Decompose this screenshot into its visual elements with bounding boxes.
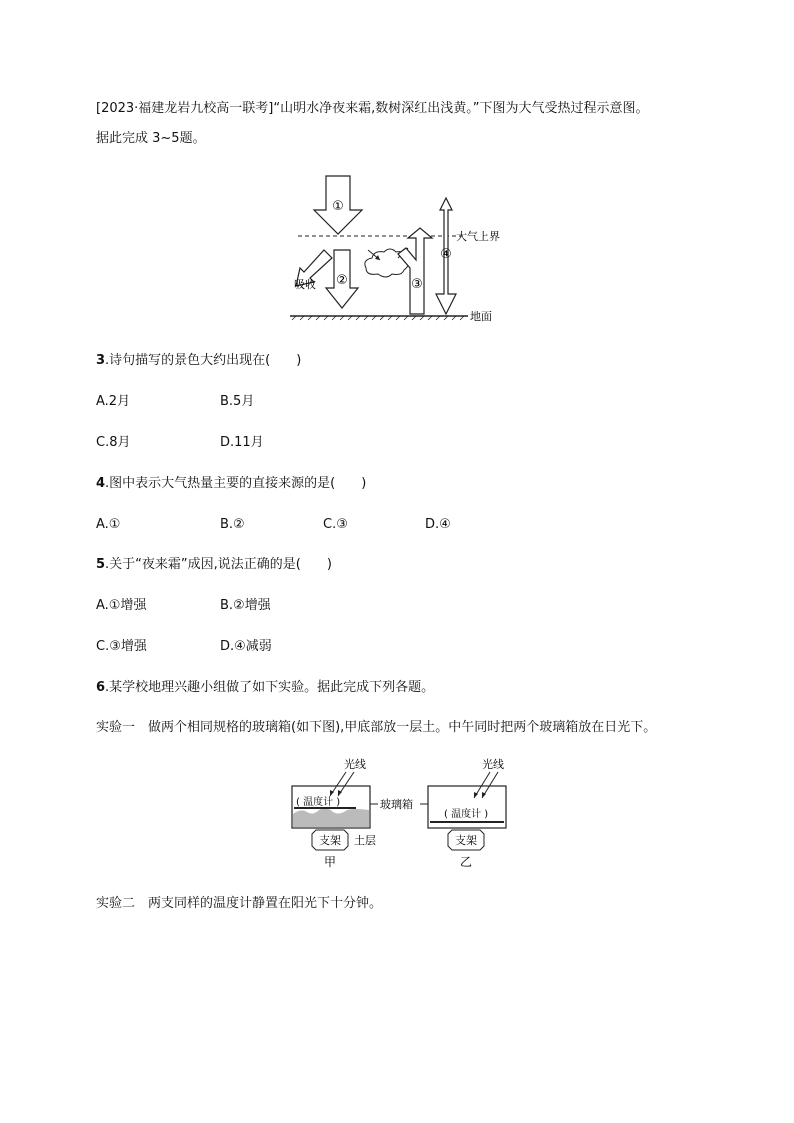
- stand-label-a: 支架: [319, 834, 341, 847]
- q5-option-d: D.④减弱: [220, 639, 272, 654]
- upper-atmosphere-label: 大气上界: [456, 230, 500, 243]
- stand-label-b: 支架: [455, 834, 477, 847]
- experiment-2-text: 实验二 两支同样的温度计静置在阳光下十分钟。: [96, 896, 383, 911]
- box-b-name: 乙: [459, 855, 473, 869]
- q4-option-d: D.④: [425, 517, 451, 532]
- atmosphere-heating-diagram: [280, 168, 520, 328]
- q5-option-b: B.②增强: [220, 598, 271, 613]
- arrow-4-label: ④: [440, 247, 452, 262]
- q4-option-c: C.③: [323, 517, 348, 532]
- question-4-number: 4: [96, 476, 106, 491]
- question-5: [96, 556, 332, 574]
- box-a-name: 甲: [323, 855, 337, 869]
- glass-box-diagram: [286, 754, 516, 874]
- q3-option-a: A.2月: [96, 394, 131, 409]
- question-6: [96, 679, 434, 697]
- soil-label: 土层: [354, 834, 376, 847]
- light-label-a: 光线: [344, 758, 366, 771]
- arrow-1-label: ①: [332, 199, 344, 214]
- soil-layer-a: [293, 808, 369, 827]
- question-6-stem: .某学校地理兴趣小组做了如下实验。据此完成下列各题。: [105, 680, 435, 695]
- experiment-1-text: 实验一 做两个相同规格的玻璃箱(如下图),甲底部放一层土。中午同时把两个玻璃箱放在日光下。: [96, 720, 657, 735]
- q4-option-a: A.①: [96, 517, 121, 532]
- q3-option-b: B.5月: [220, 394, 255, 409]
- q5-option-a: A.①增强: [96, 598, 147, 613]
- q5-option-c: C.③增强: [96, 639, 147, 654]
- thermometer-label-a: ( 温度计 ): [296, 797, 341, 808]
- question-6-number: 6: [96, 680, 106, 695]
- question-3: [96, 352, 301, 370]
- q4-option-b: B.②: [220, 517, 245, 532]
- question-5-stem: .关于“夜来霜”成因,说法正确的是( ): [105, 557, 332, 572]
- arrow-3-label: ③: [411, 277, 423, 292]
- question-3-stem: .诗句描写的景色大约出现在( ): [105, 353, 302, 368]
- arrow-2-label: ②: [336, 273, 348, 288]
- question-4: [96, 475, 366, 493]
- question-5-number: 5: [96, 557, 106, 572]
- absorb-label: 吸收: [294, 278, 316, 291]
- glass-box-label: 玻璃箱: [380, 798, 413, 811]
- intro-line-1: [2023·福建龙岩九校高一联考]“山明水净夜来霜,数树深红出浅黄。”下图为大气受热过程示意图。: [96, 101, 649, 116]
- q3-option-d: D.11月: [220, 435, 264, 450]
- q3-option-c: C.8月: [96, 435, 131, 450]
- question-4-stem: .图中表示大气热量主要的直接来源的是( ): [105, 476, 367, 491]
- intro-line-2: 据此完成 3~5题。: [96, 131, 206, 146]
- question-3-number: 3: [96, 353, 106, 368]
- light-label-b: 光线: [482, 758, 504, 771]
- ground-label: 地面: [470, 310, 492, 323]
- thermometer-label-b: ( 温度计 ): [444, 809, 489, 820]
